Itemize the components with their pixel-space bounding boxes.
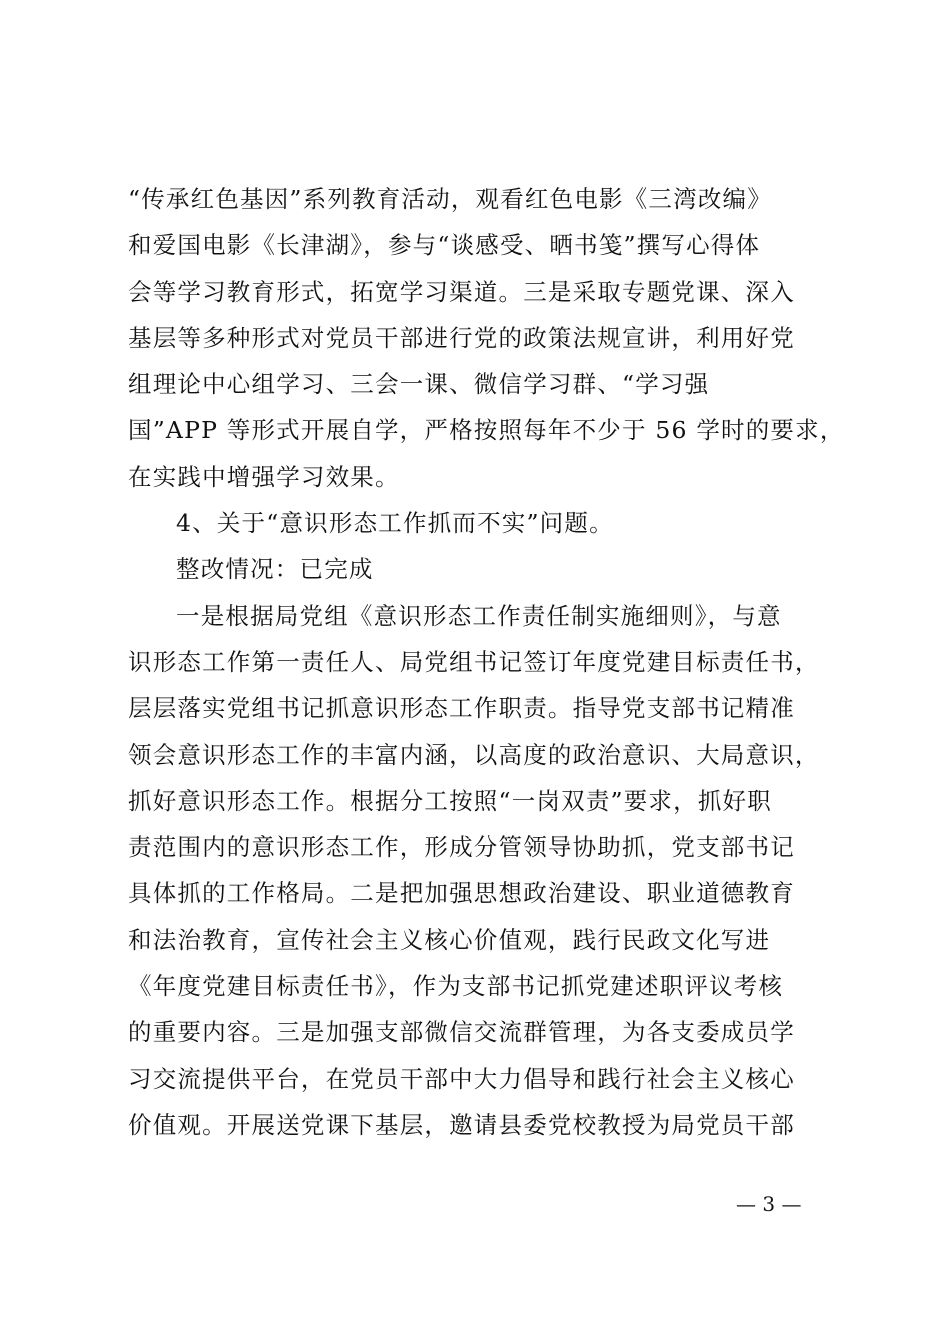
text-line: 和法治教育，宣传社会主义核心价值观，践行民政文化写进 — [128, 925, 771, 954]
text-line: “传承红色基因”系列教育活动，观看红色电影《三湾改编》 — [128, 185, 772, 213]
body-text — [128, 176, 845, 1148]
text-line: 抓好意识形态工作。根据分工按照“一岗双责”要求，抓好职 — [128, 786, 772, 815]
text-line: 识形态工作第一责任人、局党组书记签订年度党建目标责任书， — [128, 647, 820, 676]
text-line: 会等学习教育形式，拓宽学习渠道。三是采取专题党课、深入 — [128, 277, 795, 306]
text-line: 和爱国电影《长津湖》，参与“谈感受、晒书笺”撰写心得体 — [128, 231, 761, 260]
text-line: 国”APP 等形式开展自学，严格按照每年不少于 56 学时的要求， — [128, 416, 845, 445]
text-line: 一是根据局党组《意识形态工作责任制实施细则》，与意 — [176, 601, 782, 630]
text-line: 领会意识形态工作的丰富内涵，以高度的政治意识、大局意识， — [128, 740, 820, 769]
status-line: 整改情况：已完成 — [176, 555, 374, 584]
text-line: 层层落实党组书记抓意识形态工作职责。指导党支部书记精准 — [128, 694, 795, 723]
text-line: 在实践中增强学习效果。 — [128, 462, 400, 491]
section-heading: 4、关于“意识形态工作抓而不实”问题。 — [176, 509, 614, 538]
text-line: 习交流提供平台，在党员干部中大力倡导和践行社会主义核心 — [128, 1064, 795, 1093]
text-line: 《年度党建目标责任书》，作为支部书记抓党建述职评议考核 — [128, 972, 784, 1001]
page-number: — 3 — — [736, 1192, 802, 1216]
text-line: 责范围内的意识形态工作，形成分管领导协助抓，党支部书记 — [128, 833, 795, 862]
text-line: 价值观。开展送党课下基层，邀请县委党校教授为局党员干部 — [128, 1110, 795, 1139]
text-line: 的重要内容。三是加强支部微信交流群管理，为各支委成员学 — [128, 1018, 795, 1047]
text-line: 基层等多种形式对党员干部进行党的政策法规宣讲，利用好党 — [128, 323, 795, 352]
text-line: 组理论中心组学习、三会一课、微信学习群、“学习强 — [128, 370, 710, 399]
text-line: 具体抓的工作格局。二是把加强思想政治建设、职业道德教育 — [128, 879, 795, 908]
